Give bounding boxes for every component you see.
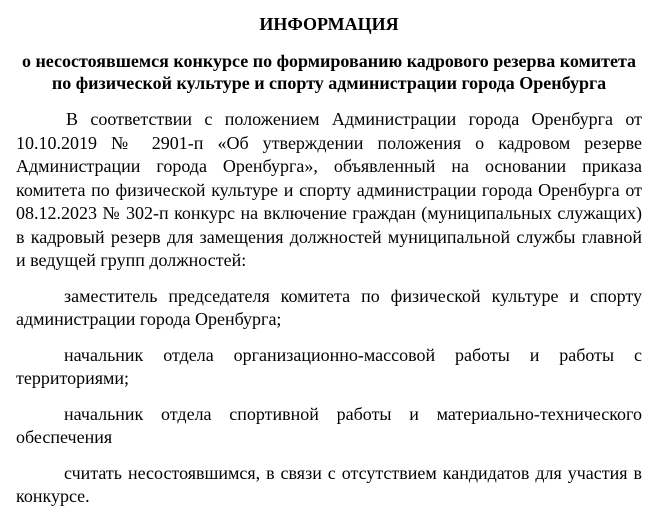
document-page (16, 0, 642, 509)
document-title: ИНФОРМАЦИЯ (259, 14, 399, 34)
document-subtitle: о несостоявшемся конкурсе по формированию кадрового резерва комитета по физической культуре и спорту администрации города Оренбурга (21, 51, 637, 93)
main-paragraph: В соответствии с положением Администрации города Оренбурга от 10.10.2019 № 2901-п «Об утверждении положения о кадровом резерве Администрации города Оренбурга», объявленный на основании приказа комитета по физической культуре и спорту администрации города Оренбурга от 08.12.2023 № 302-п конкурс на включение граждан (муниципальных служащих) в кадровый резерв для замещения должностей муниципальной службы главной и ведущей групп должностей: (16, 109, 642, 270)
position-item-org-department-head: начальник отдела организационно-массовой работы и работы с территориями; (16, 344, 642, 388)
conclusion-paragraph: считать несостоявшимся, в связи с отсутствием кандидатов для участия в конкурсе. (16, 462, 642, 506)
position-item-sports-department-head: начальник отдела спортивной работы и материально-технического обеспечения (16, 403, 642, 447)
position-item-deputy-chairman: заместитель председателя комитета по физической культуре и спорту администрации города Оренбурга; (16, 285, 642, 329)
